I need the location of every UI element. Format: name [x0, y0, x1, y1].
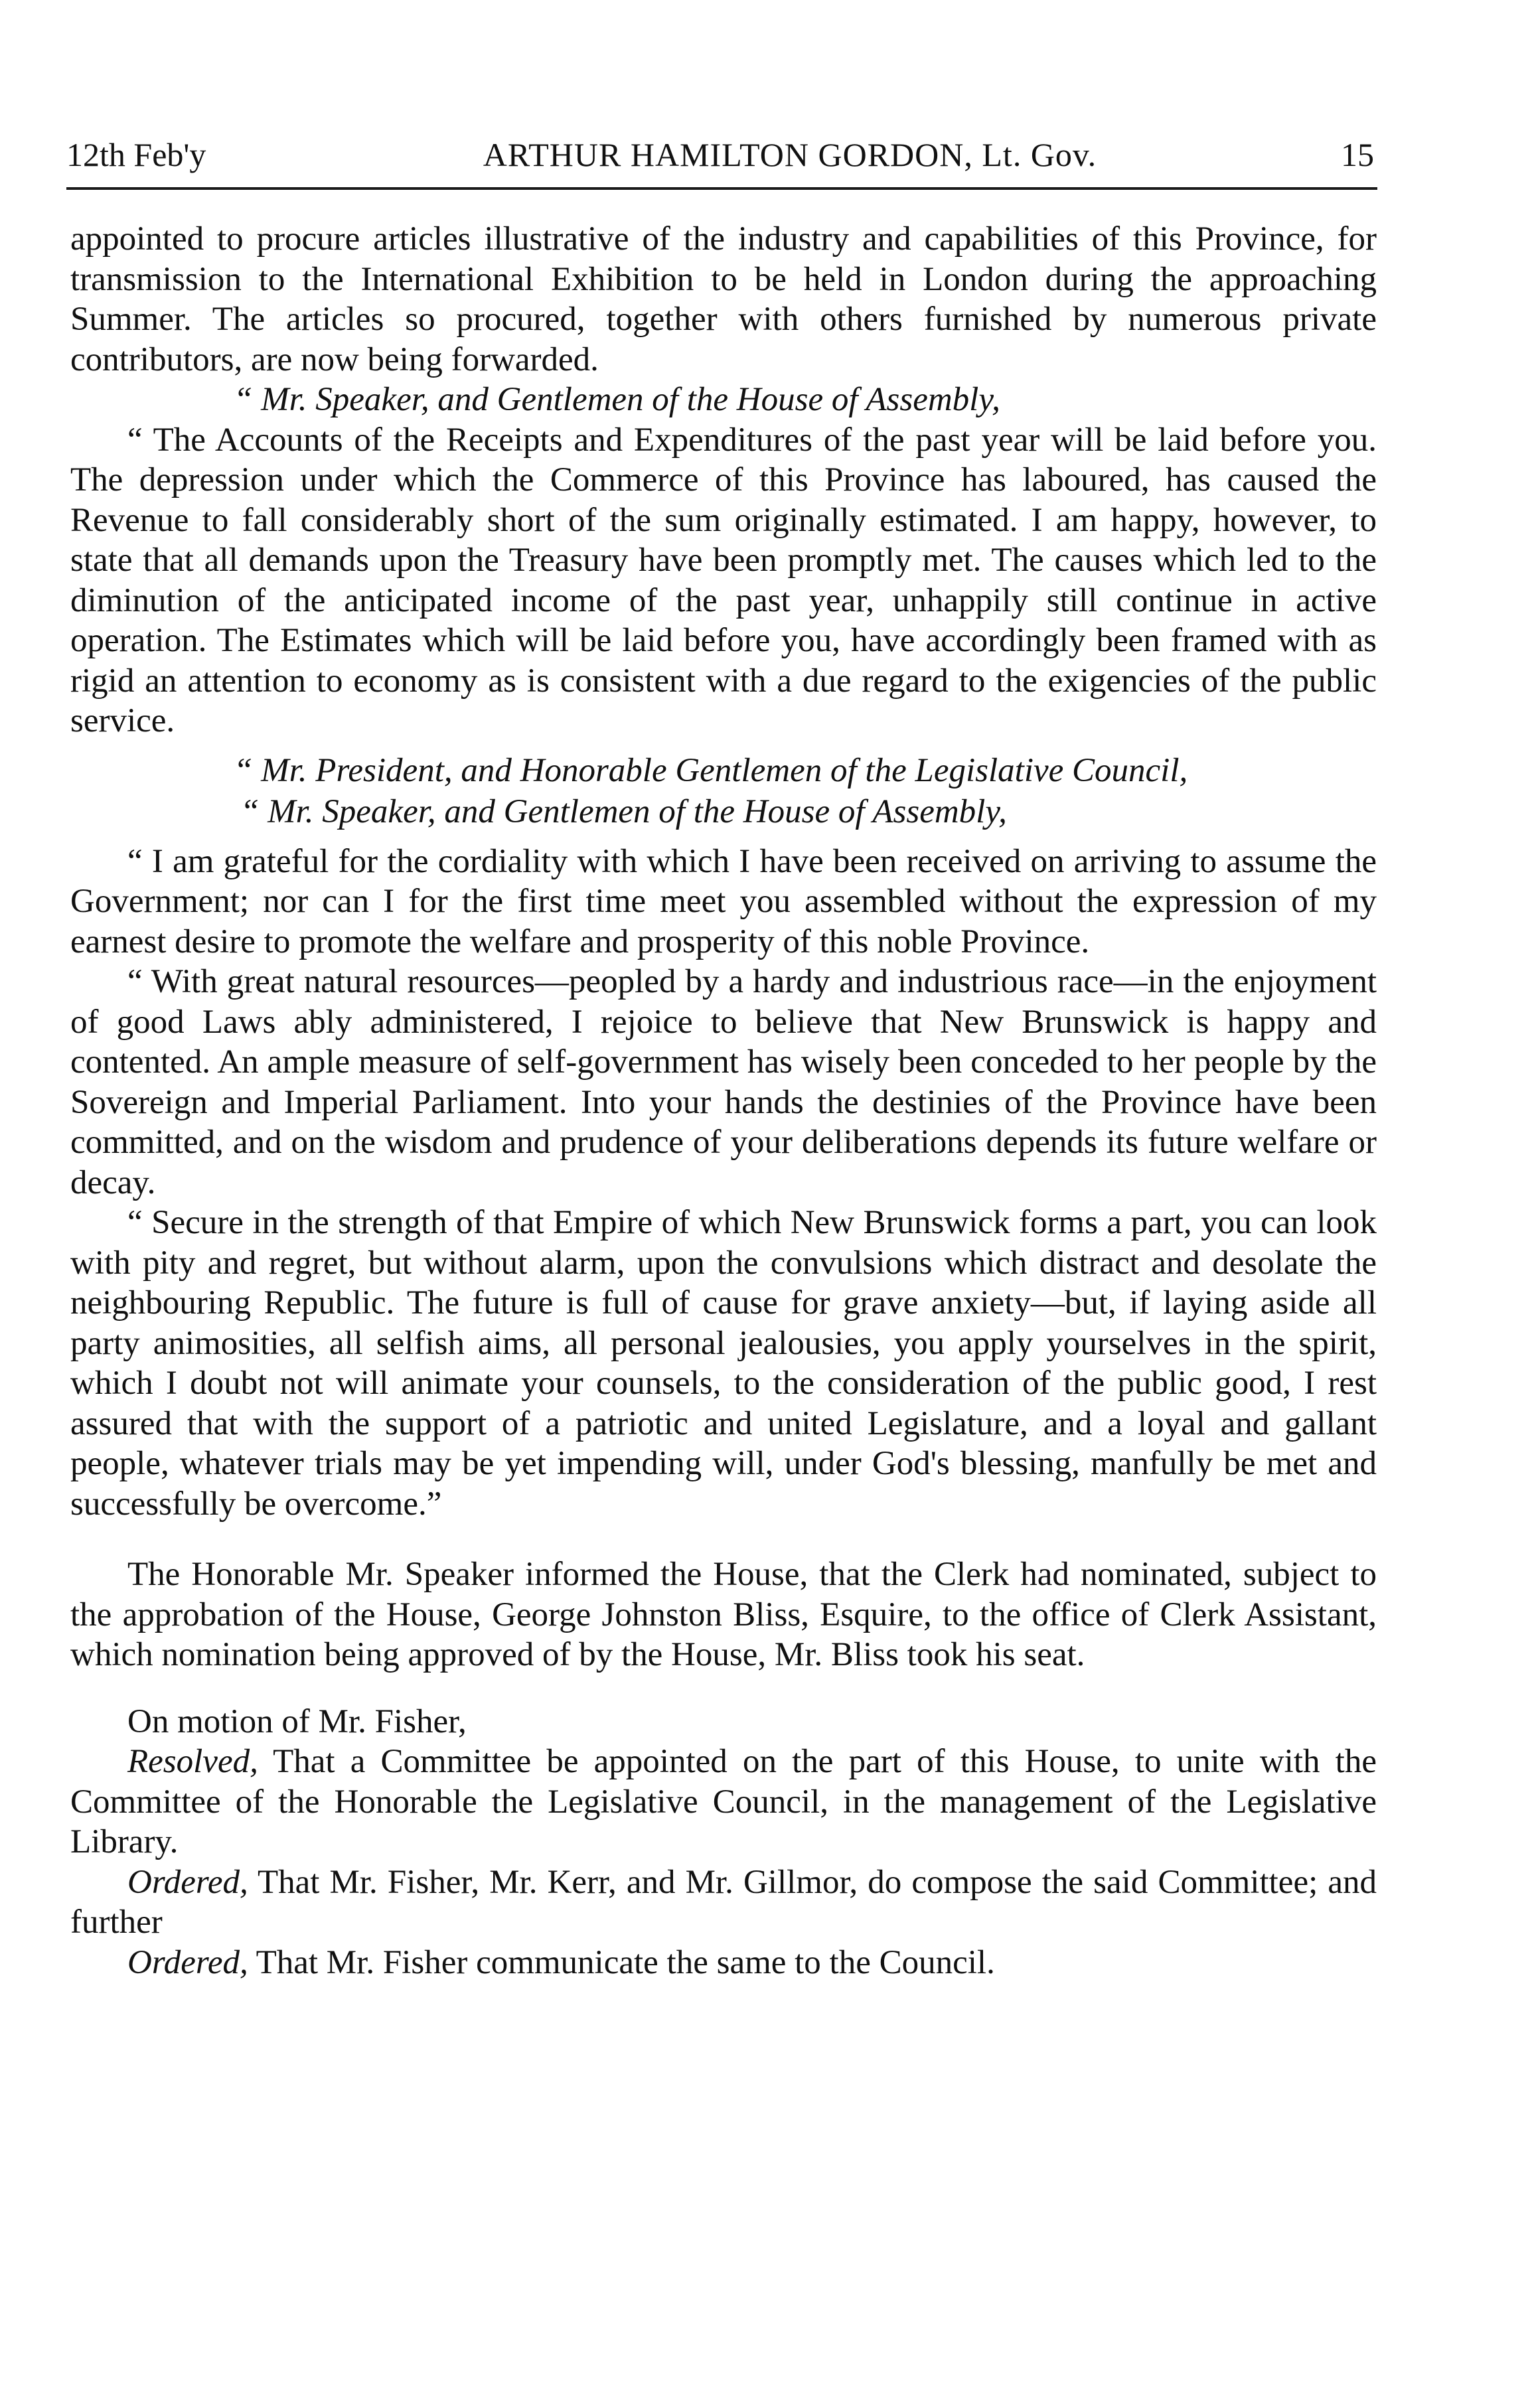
paragraph-ordered-1: [70, 1862, 1377, 1943]
page-number: 15: [1341, 136, 1374, 173]
resolved-text: That a Committee be appointed on the part of this House, to unite with the Committee of the Honorable the Legislative Council, in the management of the Legislative Library.: [70, 1743, 1377, 1860]
ordered-lead-2: Ordered,: [127, 1943, 248, 1981]
paragraph-ordered-2: [70, 1943, 1377, 1983]
paragraph-resolved: [70, 1742, 1377, 1862]
paragraph-exhibition: appointed to procure articles illustrative of the industry and capabilities of this Province, for transmission to the International Exhibition to be held in London during the approaching Summer. The articles so procured, together with others furnished by numerous private contributors, are now being forwarded.: [70, 220, 1377, 378]
spacer: [70, 1524, 1377, 1554]
address-president-council: “ Mr. President, and Honorable Gentlemen of the Legislative Council,: [234, 751, 1188, 789]
ordered-lead-1: Ordered,: [127, 1863, 248, 1901]
header-rule: [66, 187, 1377, 190]
body-text: [70, 219, 1377, 1983]
resolved-lead: Resolved,: [127, 1743, 258, 1780]
paragraph-motion: On motion of Mr. Fisher,: [127, 1702, 467, 1740]
address-speaker-assembly-2: “ Mr. Speaker, and Gentlemen of the House of Assembly,: [240, 793, 1007, 830]
ordered-text-2: That Mr. Fisher communicate the same to the Council.: [248, 1943, 995, 1981]
ordered-text-1: That Mr. Fisher, Mr. Kerr, and Mr. Gillmor, do compose the said Committee; and further: [70, 1863, 1377, 1941]
paragraph-accounts: “ The Accounts of the Receipts and Expenditures of the past year will be laid before you. The depression under which the Commerce of this Province has laboured, has caused the Revenue to fall considerably short of the sum originally estimated. I am happy, however, to state that all demands upon the Treasury have been promptly met. The causes which led to the diminution of the anticipated income of the past year, unhappily still continue in active operation. The Estimates which will be laid before you, have accordingly been framed with as rigid an attention to economy as is consistent with a due regard to the exigencies of the public service.: [70, 421, 1377, 739]
header-date: 12th Feb'y: [66, 136, 206, 173]
paragraph-clerk-assistant: The Honorable Mr. Speaker informed the House, that the Clerk had nominated, subject to the approbation of the House, George Johnston Bliss, Esquire, to the office of Clerk Assistant, which nomination being approved of by the House, Mr. Bliss took his seat.: [70, 1556, 1377, 1673]
paragraph-grateful: “ I am grateful for the cordiality with which I have been received on arriving to assume the Government; nor can I for the first time meet you assembled without the expression of my earnest desire to promote the welfare and prosperity of this noble Province.: [70, 842, 1377, 960]
address-speaker-assembly: “ Mr. Speaker, and Gentlemen of the House of Assembly,: [234, 381, 1000, 418]
paragraph-resources: “ With great natural resources—peopled by a hardy and industrious race—in the enjoyment of good Laws ably administered, I rejoice to believe that New Brunswick is happy and contented. An ample measure of self-government has wisely been conceded to her people by the Sovereign and Imperial Parliament. Into your hands the destinies of the Province have been committed, and on the wisdom and prudence of your deliberations depends its future welfare or decay.: [70, 963, 1377, 1201]
header-title: ARTHUR HAMILTON GORDON, Lt. Gov.: [483, 136, 1097, 173]
spacer: [70, 1675, 1377, 1702]
paragraph-empire: “ Secure in the strength of that Empire of which New Brunswick forms a part, you can look with pity and regret, but without alarm, upon the convulsions which distract and desolate the neighbouring Republic. The future is full of cause for grave anxiety—but, if laying aside all party animosities, all selfish aims, all personal jealousies, you apply yourselves in the spirit, which I doubt not will animate your counsels, to the consideration of the public good, I rest assured that with the support of a patriotic and united Legislature, and a loyal and gallant people, whatever trials may be yet impending will, under God's blessing, manfully be met and successfully be overcome.”: [70, 1204, 1377, 1523]
running-header: [66, 130, 1374, 179]
